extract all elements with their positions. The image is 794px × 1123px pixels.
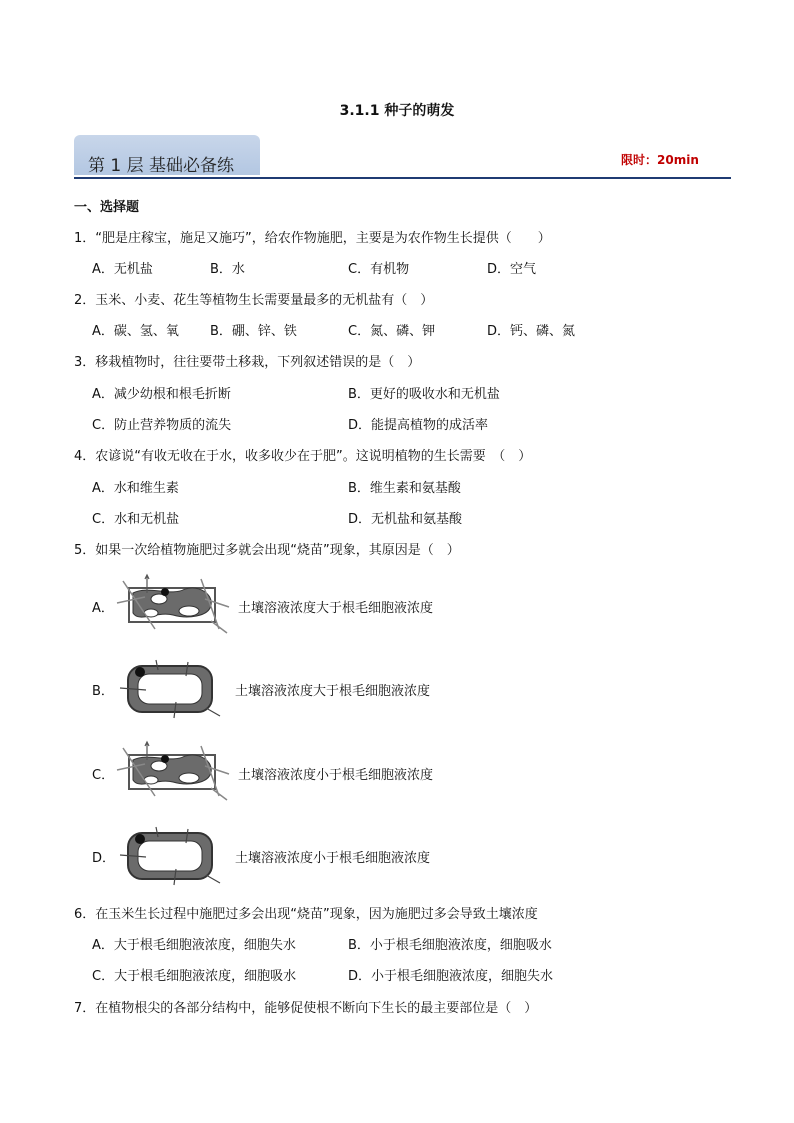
q2-option-c[interactable]: C．氮、磷、钾 xyxy=(348,324,436,339)
q3-option-c[interactable]: C．防止营养物质的流失 xyxy=(92,418,232,433)
header-rule xyxy=(74,177,731,179)
q6-option-a[interactable]: A．大于根毛细胞液浓度，细胞失水 xyxy=(92,938,296,953)
question-6: 6．在玉米生长过程中施肥过多会出现“烧苗”现象，因为施肥过多会导致土壤浓度 xyxy=(74,907,538,922)
q4-option-a[interactable]: A．水和维生素 xyxy=(92,481,179,496)
q4-option-b[interactable]: B．维生素和氨基酸 xyxy=(348,481,461,496)
q5-option-a-text: 土壤溶液浓度大于根毛细胞液浓度 xyxy=(238,601,434,616)
plasmolyzed-cell-image-c xyxy=(115,740,230,802)
q4-option-d[interactable]: D．无机盐和氨基酸 xyxy=(348,512,463,527)
time-limit: 限时：20min xyxy=(621,153,699,167)
q1-option-b[interactable]: B．水 xyxy=(210,262,245,277)
q1-option-d[interactable]: D．空气 xyxy=(487,262,537,277)
plasmolyzed-cell-image-a xyxy=(115,573,230,635)
q5-option-c-label[interactable]: C． xyxy=(92,768,115,783)
question-3: 3．移栽植物时，往往要带土移栽，下列叙述错误的是（ ） xyxy=(74,355,421,370)
q3-option-d[interactable]: D．能提高植物的成活率 xyxy=(348,418,489,433)
document-title: 3.1.1 种子的萌发 xyxy=(339,103,455,119)
question-2: 2．玉米、小麦、花生等植物生长需要量最多的无机盐有（ ） xyxy=(74,293,434,308)
turgid-cell-image-b xyxy=(118,658,223,720)
section-heading: 一、选择题 xyxy=(74,200,140,215)
question-5: 5．如果一次给植物施肥过多就会出现“烧苗”现象，其原因是（ ） xyxy=(74,543,460,558)
q5-option-d-text: 土壤溶液浓度小于根毛细胞液浓度 xyxy=(235,851,431,866)
q5-option-a-label[interactable]: A． xyxy=(92,601,114,616)
q5-option-d-label[interactable]: D． xyxy=(92,851,116,866)
question-7: 7．在植物根尖的各部分结构中，能够促使根不断向下生长的最主要部位是（ ） xyxy=(74,1001,538,1016)
q5-option-b-label[interactable]: B． xyxy=(92,684,114,699)
q2-option-b[interactable]: B．硼、锌、铁 xyxy=(210,324,297,339)
question-1: 1．“肥是庄稼宝，施足又施巧”，给农作物施肥，主要是为农作物生长提供（ ） xyxy=(74,231,551,246)
q1-option-a[interactable]: A．无机盐 xyxy=(92,262,153,277)
q5-option-b-text: 土壤溶液浓度大于根毛细胞液浓度 xyxy=(235,684,431,699)
question-4: 4．农谚说“有收无收在于水，收多收少在于肥”。这说明植物的生长需要 （ ） xyxy=(74,449,532,464)
q3-option-a[interactable]: A．减少幼根和根毛折断 xyxy=(92,387,231,402)
q2-option-d[interactable]: D．钙、磷、氮 xyxy=(487,324,576,339)
q6-option-d[interactable]: D．小于根毛细胞液浓度，细胞失水 xyxy=(348,969,554,984)
q1-option-c[interactable]: C．有机物 xyxy=(348,262,410,277)
q6-option-c[interactable]: C．大于根毛细胞液浓度，细胞吸水 xyxy=(92,969,297,984)
q3-option-b[interactable]: B．更好的吸收水和无机盐 xyxy=(348,387,500,402)
turgid-cell-image-d xyxy=(118,825,223,887)
q6-option-b[interactable]: B．小于根毛细胞液浓度，细胞吸水 xyxy=(348,938,552,953)
level-banner-text: 第 1 层 基础必备练 xyxy=(88,156,235,176)
q5-option-c-text: 土壤溶液浓度小于根毛细胞液浓度 xyxy=(238,768,434,783)
q4-option-c[interactable]: C．水和无机盐 xyxy=(92,512,180,527)
q2-option-a[interactable]: A．碳、氢、氧 xyxy=(92,324,179,339)
